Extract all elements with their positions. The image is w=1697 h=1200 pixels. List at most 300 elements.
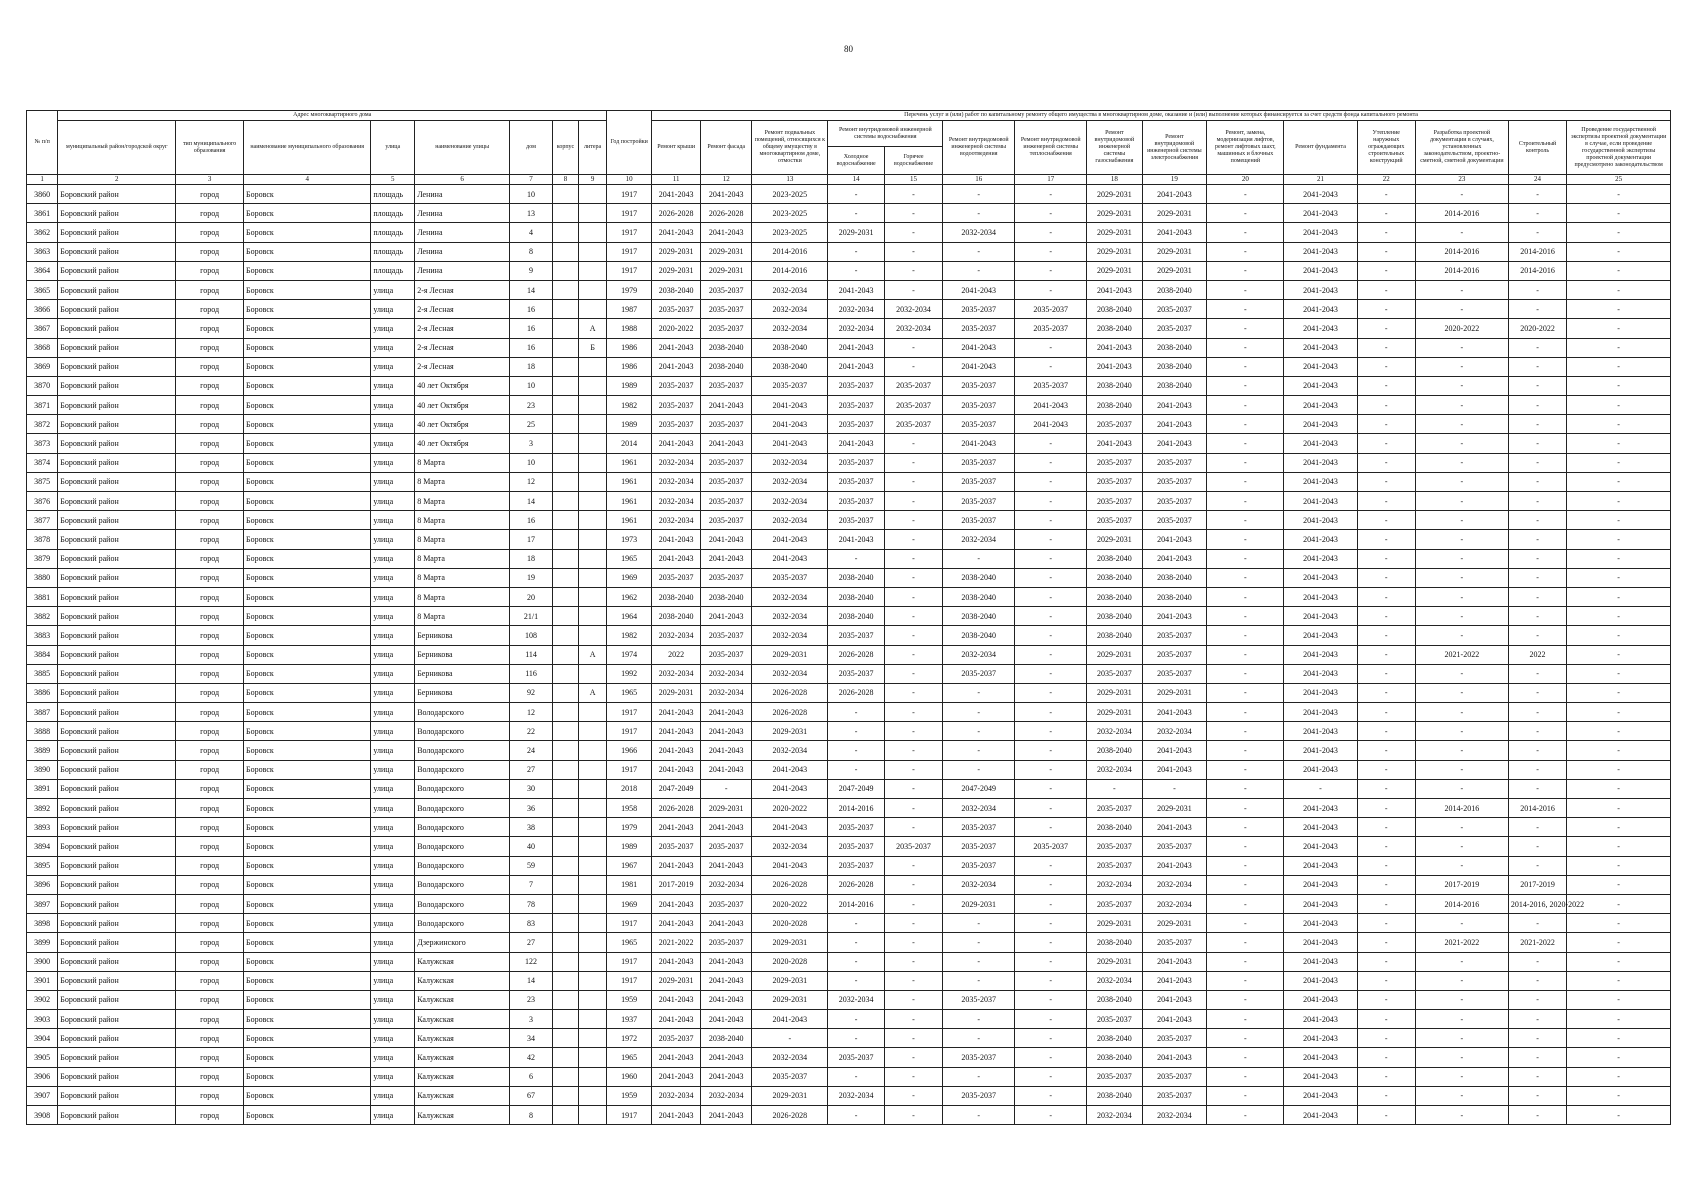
table-cell: [552, 952, 578, 971]
table-cell: 2014-2016: [1415, 204, 1508, 223]
table-cell: 2029-2031: [701, 799, 752, 818]
header-street-name: наименование улицы: [415, 121, 510, 175]
header-insulation: Утепление наружных ограждающих строительных конструкций: [1357, 121, 1415, 175]
table-cell: -: [884, 683, 942, 702]
table-cell: -: [1567, 492, 1671, 511]
table-cell: -: [1357, 990, 1415, 1009]
table-cell: -: [884, 530, 942, 549]
table-cell: 2029-2031: [652, 242, 701, 261]
table-cell: 2-я Лесная: [415, 357, 510, 376]
table-cell: 2041-2043: [652, 818, 701, 837]
table-cell: -: [1357, 1067, 1415, 1086]
header-elevator: Ремонт, замена, модернизация лифтов, ремонт лифтовых шахт, машинных и блочных помещений: [1207, 121, 1284, 175]
table-cell: -: [1567, 990, 1671, 1009]
table-cell: -: [1567, 914, 1671, 933]
table-cell: 2041-2043: [1284, 683, 1357, 702]
table-cell: -: [1207, 914, 1284, 933]
table-cell: 2041-2043: [1284, 204, 1357, 223]
table-cell: 3903: [27, 1010, 58, 1029]
table-cell: 2035-2037: [1087, 837, 1142, 856]
table-cell: -: [1415, 357, 1508, 376]
table-cell: 1960: [607, 1067, 652, 1086]
table-cell: Боровский район: [58, 530, 176, 549]
table-cell: -: [1207, 338, 1284, 357]
table-cell: -: [884, 204, 942, 223]
table-cell: 2041-2043: [701, 434, 752, 453]
table-cell: Боровск: [244, 799, 371, 818]
table-cell: [552, 587, 578, 606]
table-cell: 2035-2037: [1142, 664, 1207, 683]
table-cell: [552, 1086, 578, 1105]
table-cell: 2038-2040: [1142, 280, 1207, 299]
table-cell: -: [1508, 472, 1566, 491]
table-cell: Берникова: [415, 645, 510, 664]
table-cell: 2029-2031: [1142, 914, 1207, 933]
table-cell: [579, 204, 607, 223]
table-cell: -: [828, 185, 884, 204]
table-cell: 2032-2034: [701, 1086, 752, 1105]
table-cell: улица: [371, 1010, 415, 1029]
table-cell: -: [1015, 511, 1087, 530]
table-cell: [579, 626, 607, 645]
table-cell: 2041-2043: [1284, 933, 1357, 952]
table-cell: 1917: [607, 1106, 652, 1125]
table-cell: -: [828, 741, 884, 760]
table-cell: 3892: [27, 799, 58, 818]
table-cell: 2041-2043: [1284, 741, 1357, 760]
table-cell: 2041-2043: [1284, 549, 1357, 568]
table-cell: 3890: [27, 760, 58, 779]
table-cell: -: [884, 894, 942, 913]
table-cell: -: [884, 799, 942, 818]
table-cell: 8 Марта: [415, 472, 510, 491]
table-cell: 1917: [607, 914, 652, 933]
table-cell: 1974: [607, 645, 652, 664]
table-cell: [579, 799, 607, 818]
table-cell: -: [1015, 607, 1087, 626]
table-cell: Володарского: [415, 875, 510, 894]
table-cell: 3885: [27, 664, 58, 683]
table-cell: -: [1508, 779, 1566, 798]
table-cell: -: [1567, 741, 1671, 760]
table-cell: -: [884, 434, 942, 453]
table-cell: -: [1567, 530, 1671, 549]
table-cell: -: [1207, 990, 1284, 1009]
table-cell: 2035-2037: [701, 453, 752, 472]
table-cell: 2038-2040: [1142, 338, 1207, 357]
table-cell: 2035-2037: [828, 664, 884, 683]
table-cell: -: [1207, 799, 1284, 818]
table-cell: 2038-2040: [1087, 1086, 1142, 1105]
table-cell: 3893: [27, 818, 58, 837]
table-cell: -: [1207, 261, 1284, 280]
table-row: [27, 185, 1671, 204]
table-cell: 2035-2037: [828, 396, 884, 415]
table-cell: 2035-2037: [652, 300, 701, 319]
table-cell: -: [884, 645, 942, 664]
table-cell: 2041-2043: [1087, 434, 1142, 453]
column-number: 1: [27, 175, 58, 185]
table-cell: Боровский район: [58, 952, 176, 971]
header-litera: литера: [579, 121, 607, 175]
table-cell: 2041-2043: [1142, 952, 1207, 971]
table-cell: -: [943, 185, 1015, 204]
table-cell: -: [884, 338, 942, 357]
table-cell: 2041-2043: [701, 223, 752, 242]
table-cell: 9: [510, 261, 553, 280]
table-cell: город: [176, 856, 244, 875]
table-row: [27, 990, 1671, 1009]
table-cell: 2041-2043: [1015, 396, 1087, 415]
table-cell: -: [1015, 722, 1087, 741]
table-cell: 3863: [27, 242, 58, 261]
table-cell: -: [1508, 530, 1566, 549]
table-cell: 1966: [607, 741, 652, 760]
header-facade: Ремонт фасада: [701, 121, 752, 175]
table-cell: 2041-2043: [652, 760, 701, 779]
header-house: дом: [510, 121, 553, 175]
table-cell: [579, 434, 607, 453]
table-cell: 2035-2037: [943, 1048, 1015, 1067]
table-cell: -: [1567, 472, 1671, 491]
table-cell: 2035-2037: [1087, 415, 1142, 434]
table-cell: 2032-2034: [884, 319, 942, 338]
table-cell: [552, 338, 578, 357]
table-cell: Боровский район: [58, 1029, 176, 1048]
table-cell: 2035-2037: [1142, 453, 1207, 472]
table-cell: 2032-2034: [701, 875, 752, 894]
table-cell: 27: [510, 933, 553, 952]
table-cell: -: [1015, 645, 1087, 664]
table-cell: -: [1415, 703, 1508, 722]
table-cell: 2035-2037: [701, 894, 752, 913]
table-cell: 2041-2043: [1284, 453, 1357, 472]
table-cell: 2032-2034: [943, 223, 1015, 242]
table-cell: город: [176, 280, 244, 299]
column-number: 18: [1087, 175, 1142, 185]
table-cell: 2029-2031: [652, 683, 701, 702]
table-row: [27, 261, 1671, 280]
table-cell: улица: [371, 971, 415, 990]
table-cell: 2038-2040: [1087, 376, 1142, 395]
table-cell: 3900: [27, 952, 58, 971]
table-cell: 2038-2040: [701, 1029, 752, 1048]
table-cell: -: [1207, 530, 1284, 549]
table-cell: 2032-2034: [652, 453, 701, 472]
table-cell: -: [1357, 703, 1415, 722]
table-cell: 2038-2040: [1087, 568, 1142, 587]
table-cell: 2035-2037: [943, 990, 1015, 1009]
table-cell: 2041-2043: [701, 1048, 752, 1067]
table-cell: Боровск: [244, 664, 371, 683]
table-cell: Боровский район: [58, 415, 176, 434]
table-cell: 2041-2043: [1284, 1029, 1357, 1048]
table-cell: Боровск: [244, 587, 371, 606]
table-cell: 2041-2043: [1142, 971, 1207, 990]
table-cell: 3884: [27, 645, 58, 664]
table-cell: Берникова: [415, 664, 510, 683]
table-cell: -: [1415, 818, 1508, 837]
table-cell: -: [1508, 741, 1566, 760]
table-cell: 2032-2034: [652, 626, 701, 645]
table-cell: 2041-2043: [1284, 1106, 1357, 1125]
table-row: [27, 703, 1671, 722]
table-cell: город: [176, 587, 244, 606]
table-cell: -: [1567, 933, 1671, 952]
table-cell: [579, 741, 607, 760]
table-cell: -: [1508, 664, 1566, 683]
table-cell: 2041-2043: [1142, 185, 1207, 204]
table-cell: -: [1567, 799, 1671, 818]
table-cell: 3887: [27, 703, 58, 722]
table-cell: Боровский район: [58, 837, 176, 856]
table-cell: -: [1508, 856, 1566, 875]
table-cell: город: [176, 261, 244, 280]
table-cell: 2021-2022: [652, 933, 701, 952]
table-cell: 2041-2043: [1142, 549, 1207, 568]
table-row: [27, 338, 1671, 357]
table-cell: 1964: [607, 607, 652, 626]
table-cell: 1937: [607, 1010, 652, 1029]
table-cell: Володарского: [415, 914, 510, 933]
table-cell: [552, 242, 578, 261]
table-row: [27, 357, 1671, 376]
table-cell: 2041-2043: [652, 338, 701, 357]
table-cell: -: [1415, 492, 1508, 511]
table-cell: -: [1567, 415, 1671, 434]
table-cell: -: [1015, 1048, 1087, 1067]
table-cell: город: [176, 914, 244, 933]
table-cell: -: [1508, 971, 1566, 990]
column-number: 22: [1357, 175, 1415, 185]
table-cell: 78: [510, 894, 553, 913]
table-cell: 2032-2034: [1087, 1106, 1142, 1125]
table-cell: 3906: [27, 1067, 58, 1086]
column-number: 9: [579, 175, 607, 185]
table-cell: 1989: [607, 837, 652, 856]
table-cell: -: [1508, 818, 1566, 837]
table-cell: -: [884, 1086, 942, 1105]
table-cell: -: [1508, 626, 1566, 645]
table-cell: 1962: [607, 587, 652, 606]
table-cell: -: [1357, 280, 1415, 299]
table-cell: площадь: [371, 204, 415, 223]
table-cell: 2041-2043: [1284, 530, 1357, 549]
table-cell: 2041-2043: [943, 280, 1015, 299]
table-cell: -: [828, 933, 884, 952]
table-cell: 2038-2040: [1087, 818, 1142, 837]
table-cell: Володарского: [415, 799, 510, 818]
table-cell: -: [1357, 511, 1415, 530]
table-cell: 83: [510, 914, 553, 933]
table-cell: Боровск: [244, 741, 371, 760]
table-cell: -: [1508, 492, 1566, 511]
table-cell: -: [1567, 261, 1671, 280]
table-cell: Ленина: [415, 261, 510, 280]
table-cell: 1969: [607, 568, 652, 587]
column-number: 20: [1207, 175, 1284, 185]
table-cell: [579, 492, 607, 511]
column-number: 3: [176, 175, 244, 185]
table-cell: город: [176, 1029, 244, 1048]
column-number: 10: [607, 175, 652, 185]
table-cell: [579, 875, 607, 894]
table-cell: -: [1207, 204, 1284, 223]
table-cell: 2038-2040: [701, 587, 752, 606]
table-cell: [552, 971, 578, 990]
table-cell: 2041-2043: [1142, 1048, 1207, 1067]
table-cell: 8 Марта: [415, 549, 510, 568]
table-cell: -: [1567, 664, 1671, 683]
table-cell: улица: [371, 894, 415, 913]
table-cell: улица: [371, 683, 415, 702]
table-row: [27, 779, 1671, 798]
table-cell: 2041-2043: [652, 1067, 701, 1086]
column-number: 25: [1567, 175, 1671, 185]
table-cell: 2038-2040: [1142, 376, 1207, 395]
table-cell: -: [1567, 875, 1671, 894]
table-cell: 2032-2034: [752, 511, 828, 530]
table-cell: 2035-2037: [828, 511, 884, 530]
table-cell: 2035-2037: [943, 856, 1015, 875]
table-cell: 2032-2034: [752, 472, 828, 491]
table-cell: 2041-2043: [1284, 242, 1357, 261]
table-cell: Боровский район: [58, 396, 176, 415]
table-cell: улица: [371, 914, 415, 933]
table-cell: площадь: [371, 223, 415, 242]
table-cell: город: [176, 242, 244, 261]
table-cell: 3868: [27, 338, 58, 357]
table-cell: -: [1207, 722, 1284, 741]
table-cell: 3883: [27, 626, 58, 645]
table-cell: -: [1015, 894, 1087, 913]
table-cell: -: [1415, 683, 1508, 702]
table-cell: 2032-2034: [752, 837, 828, 856]
table-cell: 2041-2043: [652, 223, 701, 242]
table-cell: 2021-2022: [1508, 933, 1566, 952]
table-cell: 2029-2031: [1087, 952, 1142, 971]
table-cell: Боровск: [244, 1029, 371, 1048]
table-cell: -: [1567, 587, 1671, 606]
table-cell: Калужская: [415, 971, 510, 990]
table-cell: 2020-2028: [752, 952, 828, 971]
table-cell: [552, 1048, 578, 1067]
table-cell: Боровск: [244, 319, 371, 338]
table-cell: [552, 856, 578, 875]
table-cell: -: [752, 1029, 828, 1048]
table-cell: [579, 530, 607, 549]
table-row: [27, 376, 1671, 395]
table-cell: -: [1207, 1086, 1284, 1105]
table-cell: Боровский район: [58, 376, 176, 395]
table-cell: -: [1415, 1029, 1508, 1048]
table-cell: -: [1567, 760, 1671, 779]
table-cell: -: [1567, 1086, 1671, 1105]
table-cell: 2026-2028: [701, 204, 752, 223]
table-cell: 7: [510, 875, 553, 894]
table-cell: улица: [371, 799, 415, 818]
table-cell: 2041-2043: [652, 1106, 701, 1125]
table-cell: 2041-2043: [652, 530, 701, 549]
table-row: [27, 300, 1671, 319]
table-cell: 3896: [27, 875, 58, 894]
table-cell: 2035-2037: [1142, 933, 1207, 952]
table-cell: 3905: [27, 1048, 58, 1067]
table-cell: Боровск: [244, 1048, 371, 1067]
table-cell: -: [1357, 626, 1415, 645]
table-cell: 2029-2031: [752, 990, 828, 1009]
header-address-group: Адрес многоквартирного дома: [58, 111, 607, 121]
table-cell: 2035-2037: [1087, 453, 1142, 472]
column-numbers-row: [27, 175, 1671, 185]
table-cell: -: [1357, 338, 1415, 357]
table-cell: 2038-2040: [1087, 396, 1142, 415]
table-cell: 2032-2034: [1087, 760, 1142, 779]
header-gas: Ремонт внутридомовой инженерной системы газоснабжения: [1087, 121, 1142, 175]
table-cell: -: [1357, 1086, 1415, 1105]
table-cell: 2032-2034: [752, 607, 828, 626]
table-cell: Боровск: [244, 607, 371, 626]
table-cell: 2020-2022: [1415, 319, 1508, 338]
table-cell: 2041-2043: [1284, 914, 1357, 933]
table-cell: 2-я Лесная: [415, 280, 510, 299]
table-cell: 2035-2037: [943, 453, 1015, 472]
table-cell: Боровск: [244, 396, 371, 415]
table-cell: [552, 818, 578, 837]
table-cell: -: [1567, 1029, 1671, 1048]
table-cell: 2032-2034: [1142, 894, 1207, 913]
table-cell: -: [1207, 434, 1284, 453]
table-cell: Боровский район: [58, 741, 176, 760]
table-cell: 2041-2043: [752, 396, 828, 415]
table-header: [27, 111, 1671, 185]
table-cell: 8: [510, 242, 553, 261]
table-cell: 2041-2043: [752, 760, 828, 779]
table-cell: город: [176, 703, 244, 722]
table-cell: 2032-2034: [1087, 875, 1142, 894]
table-cell: -: [943, 760, 1015, 779]
column-number: 6: [415, 175, 510, 185]
table-cell: -: [884, 1048, 942, 1067]
table-cell: 3897: [27, 894, 58, 913]
table-cell: 2041-2043: [752, 434, 828, 453]
table-cell: 2038-2040: [1142, 568, 1207, 587]
table-cell: 19: [510, 568, 553, 587]
table-cell: улица: [371, 376, 415, 395]
table-cell: 3889: [27, 741, 58, 760]
table-cell: 6: [510, 1067, 553, 1086]
table-cell: -: [1508, 223, 1566, 242]
table-cell: -: [884, 472, 942, 491]
table-cell: 2035-2037: [828, 626, 884, 645]
table-cell: 2026-2028: [828, 875, 884, 894]
table-cell: город: [176, 1086, 244, 1105]
table-cell: 2038-2040: [701, 357, 752, 376]
table-cell: улица: [371, 280, 415, 299]
table-cell: 2029-2031: [1142, 261, 1207, 280]
table-cell: 2029-2031: [1142, 204, 1207, 223]
table-cell: -: [1357, 933, 1415, 952]
table-cell: Боровск: [244, 434, 371, 453]
table-cell: улица: [371, 530, 415, 549]
page-number: 80: [844, 44, 853, 54]
table-cell: [579, 587, 607, 606]
table-cell: 1958: [607, 799, 652, 818]
table-cell: 2029-2031: [752, 722, 828, 741]
table-cell: Боровск: [244, 722, 371, 741]
table-cell: 2041-2043: [1284, 990, 1357, 1009]
table-cell: [552, 568, 578, 587]
